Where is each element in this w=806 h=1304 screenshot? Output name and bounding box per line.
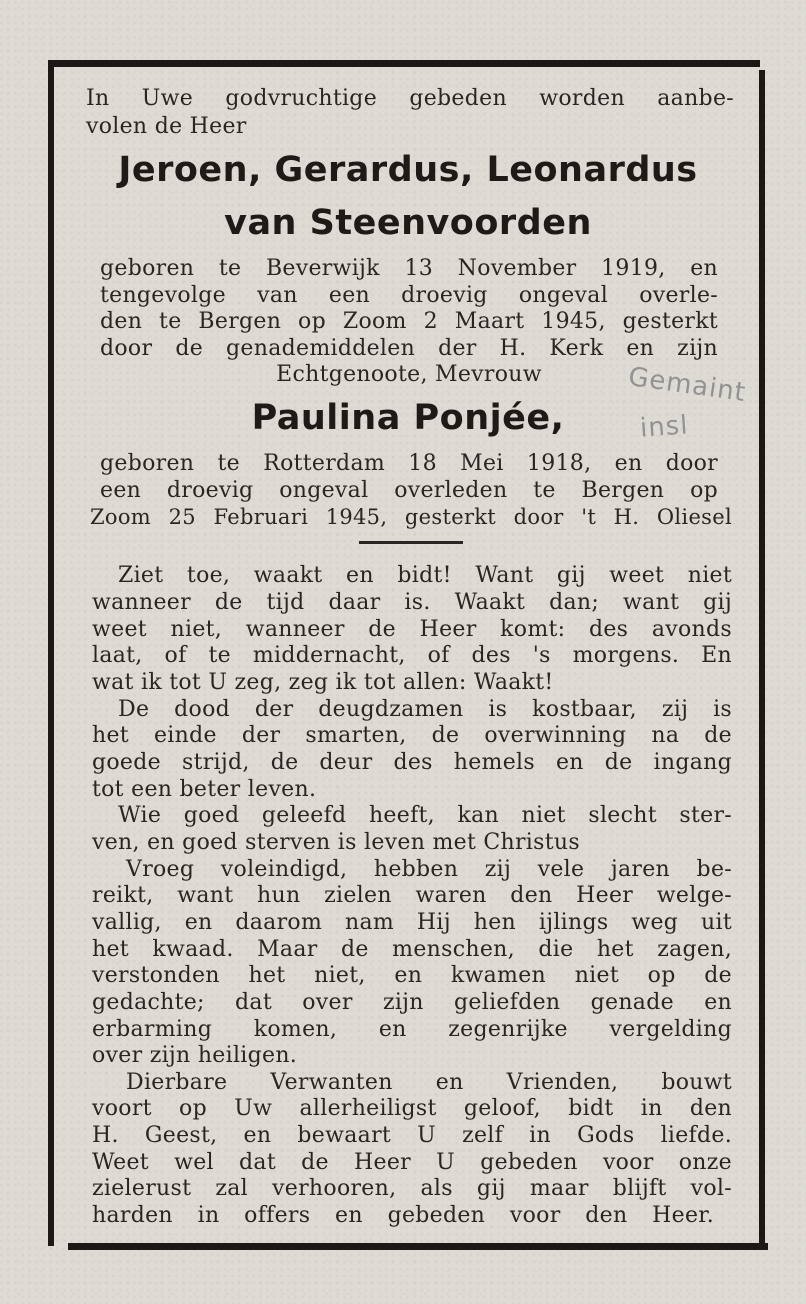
biography-line: Echtgenoote, Mevrouw — [276, 362, 542, 387]
deceased-name-2: Paulina Ponjée, — [251, 398, 565, 438]
biography-line: den te Bergen op Zoom 2 Maart 1945, gesterkt — [100, 309, 718, 334]
prayer-line: Dierbare Verwanten en Vrienden, bouwt — [126, 1070, 732, 1095]
border-left — [48, 60, 54, 1246]
prayer-line: De dood der deugdzamen is kostbaar, zij is — [118, 697, 732, 722]
prayer-line: ven, en goed sterven is leven met Christus — [92, 830, 580, 855]
biography-line: Zoom 25 Februari 1945, gesterkt door 't H. Oliesel — [90, 505, 732, 529]
prayer-line: Wie goed geleefd heeft, kan niet slecht ster- — [118, 803, 732, 828]
prayer-line: harden in offers en gebeden voor den Heer. — [92, 1203, 714, 1228]
divider — [359, 541, 463, 544]
biography-line: een droevig ongeval overleden te Bergen op — [100, 478, 718, 503]
prayer-line: over zijn heiligen. — [92, 1043, 298, 1068]
border-top — [48, 60, 760, 67]
prayer-line: wat ik tot U zeg, zeg ik tot allen: Waakt! — [92, 670, 554, 695]
border-bottom — [68, 1243, 768, 1250]
prayer-line: het einde der smarten, de overwinning na de — [92, 723, 732, 748]
biography-line: tengevolge van een droevig ongeval overle- — [100, 283, 718, 308]
prayer-line: zielerust zal verhooren, als gij maar blijft vol- — [92, 1176, 732, 1201]
deceased-name-1: Jeroen, Gerardus, Leonardus — [118, 150, 698, 190]
prayer-line: reikt, want hun zielen waren den Heer welge- — [92, 883, 732, 908]
intro-line: In Uwe godvruchtige gebeden worden aanbe- — [86, 86, 734, 111]
prayer-line: voort op Uw allerheiligst geloof, bidt in den — [92, 1096, 732, 1121]
handwritten-note: Gemaint — [626, 361, 748, 409]
biography-line: geboren te Beverwijk 13 November 1919, en — [100, 256, 718, 281]
handwritten-note: insl — [639, 410, 690, 444]
biography-line: geboren te Rotterdam 18 Mei 1918, en door — [100, 451, 718, 476]
prayer-line: Weet wel dat de Heer U gebeden voor onze — [92, 1150, 732, 1175]
prayer-line: tot een beter leven. — [92, 777, 317, 802]
prayer-line: H. Geest, en bewaart U zelf in Gods liefde. — [92, 1123, 732, 1148]
prayer-line: goede strijd, de deur des hemels en de ingang — [92, 750, 732, 775]
prayer-line: Vroeg voleindigd, hebben zij vele jaren be- — [126, 857, 732, 882]
deceased-surname-1: van Steenvoorden — [224, 203, 592, 243]
prayer-line: Ziet toe, waakt en bidt! Want gij weet niet — [118, 563, 732, 588]
intro-line: volen de Heer — [86, 114, 247, 139]
prayer-line: laat, of te middernacht, of des 's morgens. En — [92, 643, 732, 668]
border-right — [759, 70, 765, 1246]
prayer-line: verstonden het niet, en kwamen niet op de — [92, 963, 732, 988]
prayer-line: gedachte; dat over zijn geliefden genade en — [92, 990, 732, 1015]
prayer-line: vallig, en daarom nam Hij hen ijlings weg uit — [92, 910, 732, 935]
prayer-line: het kwaad. Maar de menschen, die het zagen, — [92, 937, 732, 962]
prayer-line: wanneer de tijd daar is. Waakt dan; want gij — [92, 590, 732, 615]
prayer-line: weet niet, wanneer de Heer komt: des avonds — [92, 617, 732, 642]
biography-line: door de genademiddelen der H. Kerk en zijn — [100, 336, 718, 361]
prayer-line: erbarming komen, en zegenrijke vergelding — [92, 1017, 732, 1042]
